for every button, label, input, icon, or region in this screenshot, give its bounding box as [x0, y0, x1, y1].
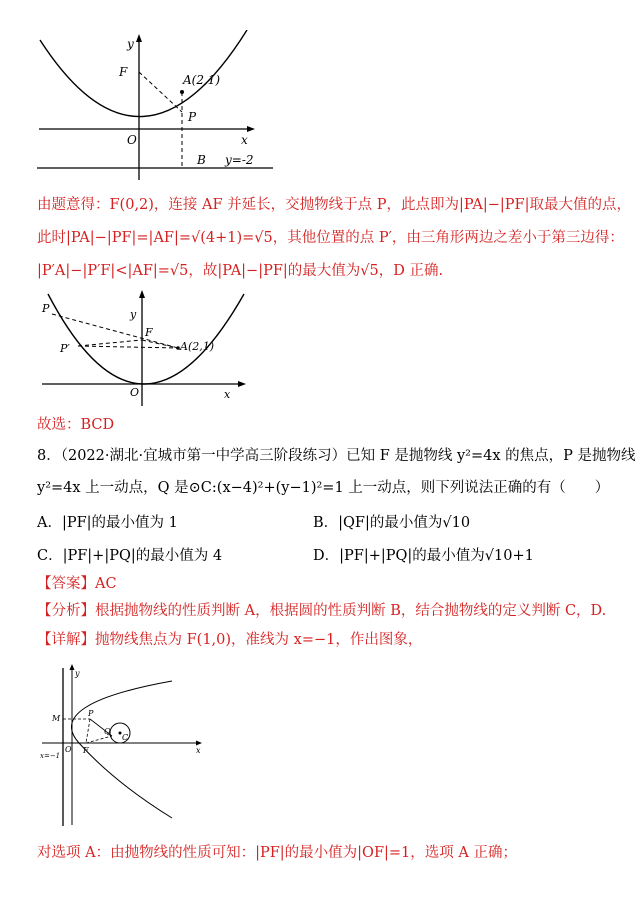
fig1-label-B: B: [197, 153, 206, 167]
option-a-analysis: 对选项 A：由抛物线的性质可知：|PF|的最小值为|OF|=1，选项 A 正确；: [37, 845, 517, 861]
fig1-label-directrix: y=-2: [225, 153, 254, 167]
fig1-label-A: A(2,1): [183, 73, 221, 87]
fig3-label-y: y: [75, 669, 80, 678]
detail-tag: 【详解】: [37, 632, 95, 648]
analysis-text: 根据抛物线的性质判断 A，根据圆的性质判断 B，结合抛物线的定义判断 C，D.: [95, 603, 607, 619]
question-8-line-2: y²=4x 上一动点，Q 是⊙C:(x−4)²+(y−1)²=1 上一动点，则下列说法正确的有（ ）: [37, 480, 610, 496]
answer-value: AC: [95, 576, 117, 592]
fig3-label-M: M: [52, 714, 61, 723]
fig3-label-O: O: [65, 745, 72, 754]
fig2-label-y: y: [130, 308, 137, 321]
option-d: D．|PF|+|PQ|的最小值为√10+1: [313, 548, 534, 564]
fig1-label-O: O: [127, 133, 137, 147]
fig3-label-x: x: [196, 746, 201, 755]
previous-answer: 故选：BCD: [37, 417, 115, 433]
analysis-line: [37, 601, 606, 621]
option-c: C．|PF|+|PQ|的最小值为 4: [37, 548, 223, 564]
question-8-line-1: 8．（2022·湖北·宜城市第一中学高三阶段练习）已知 F 是抛物线 y²=4x 的焦点，P 是抛物线: [37, 448, 636, 464]
fig1-label-P: P: [188, 110, 197, 124]
figure-parabola-1: [35, 30, 275, 182]
fig2-label-F: F: [145, 326, 153, 339]
fig2-label-O: O: [130, 386, 140, 399]
figure-parabola-3: [38, 660, 208, 830]
fig2-label-x: x: [224, 388, 231, 401]
option-a: A．|PF|的最小值为 1: [37, 515, 178, 531]
solution-line-3: |P′A|−|P′F|<|AF|=√5，故|PA|−|PF|的最大值为√5，D 正确.: [37, 263, 444, 279]
fig1-label-F: F: [119, 65, 128, 79]
fig3-label-P: P: [88, 709, 94, 718]
answer-tag: 【答案】: [37, 576, 95, 592]
option-b: B．|QF|的最小值为√10: [313, 515, 471, 531]
figure-parabola-2: [38, 288, 248, 406]
detail-line: [37, 630, 422, 650]
fig2-label-A: A(2,1): [180, 340, 215, 353]
detail-text: 抛物线焦点为 F(1,0)，准线为 x=−1，作出图象，: [95, 632, 423, 648]
solution-line-2: 此时|PA|−|PF|=|AF|=√(4+1)=√5，其他位置的点 P′，由三角形两边之差小于第三边得：: [37, 230, 624, 246]
fig2-label-P: P: [42, 302, 50, 315]
fig1-label-x: x: [241, 133, 248, 147]
analysis-tag: 【分析】: [37, 603, 95, 619]
fig3-label-directrix: x=−1: [40, 752, 61, 760]
fig1-label-y: y: [127, 37, 134, 51]
fig3-label-C: C: [122, 733, 129, 742]
fig2-label-Pp: P′: [60, 342, 70, 355]
fig3-label-Q: Q: [104, 727, 111, 736]
fig3-label-F: F: [83, 746, 89, 755]
solution-line-1: 由题意得：F(0,2)，连接 AF 并延长，交抛物线于点 P，此点即为|PA|−|PF|取最大值的点，: [37, 197, 631, 213]
answer-line: [37, 574, 117, 594]
